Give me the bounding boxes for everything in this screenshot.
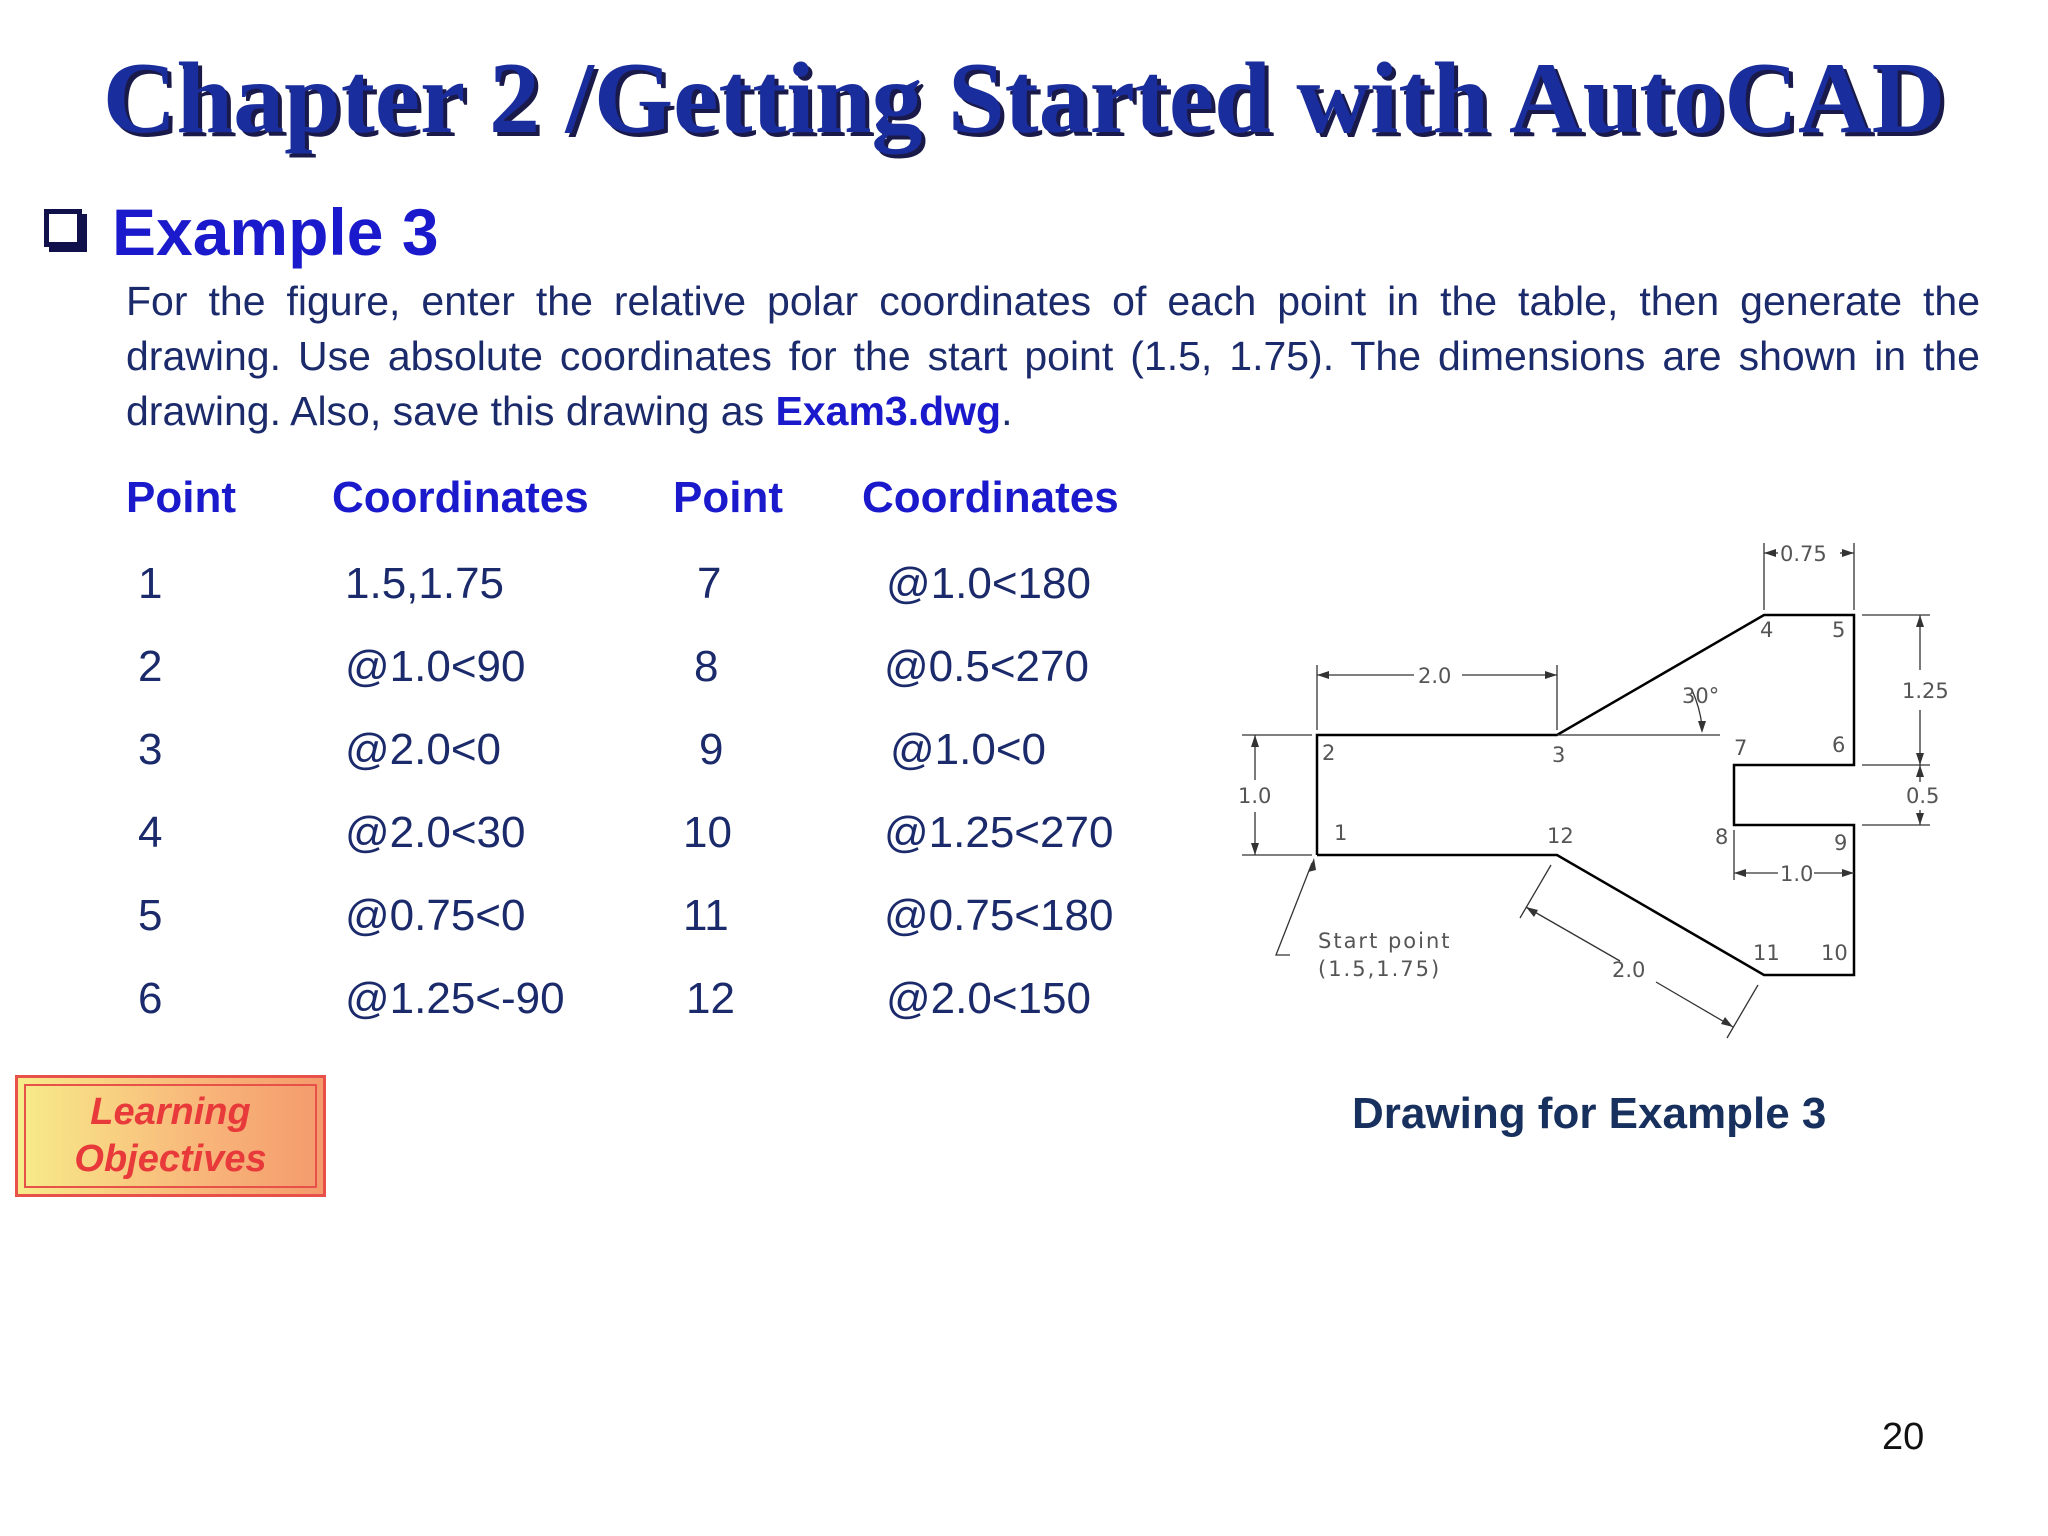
- dim-label-0-5: 0.5: [1906, 784, 1940, 808]
- table-cell-coordinate: @2.0<30: [345, 808, 526, 857]
- table-cell-point: 10: [683, 808, 732, 857]
- table-cell-coordinate: @1.0<0: [890, 725, 1046, 774]
- instructions-paragraph: [126, 274, 1980, 439]
- instructions-end: .: [1001, 388, 1013, 434]
- dim-label-1-25: 1.25: [1902, 679, 1949, 703]
- page-number: 20: [1882, 1416, 1925, 1458]
- dim-label-1-0-inner: 1.0: [1780, 862, 1814, 886]
- table-cell-coordinate: @1.0<90: [345, 642, 526, 691]
- table-cell-coordinate: @2.0<0: [345, 725, 501, 774]
- cad-drawing: [1230, 530, 1950, 1050]
- point-label-7: 7: [1734, 736, 1748, 760]
- point-label-4: 4: [1760, 618, 1774, 642]
- table-cell-coordinate: @0.5<270: [884, 642, 1089, 691]
- table-cell-point: 12: [686, 974, 735, 1023]
- dim-label-1-0-left: 1.0: [1238, 784, 1272, 808]
- learning-objectives-button[interactable]: [15, 1075, 326, 1197]
- header-point-right: Point: [673, 473, 783, 522]
- dim-label-0-75-top: 0.75: [1780, 542, 1827, 566]
- leader-arrowhead: [1308, 858, 1316, 872]
- point-label-9: 9: [1834, 831, 1848, 855]
- example-heading: [44, 192, 439, 272]
- table-cell-point: 2: [138, 642, 163, 691]
- start-point-label: Start point: [1318, 929, 1452, 953]
- header-coordinates-right: Coordinates: [862, 473, 1119, 522]
- table-cell-point: 6: [138, 974, 163, 1023]
- dim-label-2-0-top: 2.0: [1418, 664, 1452, 688]
- drawing-filename: Exam3.dwg: [775, 388, 1002, 434]
- table-cell-point: 7: [697, 559, 722, 608]
- point-label-12: 12: [1547, 824, 1574, 848]
- start-point-leader: [1276, 863, 1312, 955]
- table-cell-point: 11: [683, 891, 729, 940]
- checkbox-bullet-icon: [44, 209, 82, 247]
- point-label-3: 3: [1552, 743, 1566, 767]
- example-heading-text: Example 3: [112, 195, 439, 269]
- drawing-caption: Drawing for Example 3: [1352, 1089, 1827, 1138]
- point-label-2: 2: [1322, 741, 1336, 765]
- table-cell-point: 3: [138, 725, 163, 774]
- table-cell-coordinate: @0.75<180: [884, 891, 1114, 940]
- point-label-1: 1: [1334, 821, 1348, 845]
- table-cell-point: 4: [138, 808, 163, 857]
- table-cell-coordinate: @1.0<180: [886, 559, 1091, 608]
- dim-label-30-degrees: 30°: [1682, 684, 1720, 708]
- point-label-11: 11: [1753, 941, 1780, 965]
- table-cell-point: 1: [138, 559, 163, 608]
- table-cell-coordinate: @1.25<270: [884, 808, 1114, 857]
- learning-objectives-line1: Learning: [90, 1091, 251, 1133]
- start-point-coords: (1.5,1.75): [1318, 957, 1442, 981]
- table-cell-coordinate: @0.75<0: [345, 891, 526, 940]
- header-coordinates-left: Coordinates: [332, 473, 589, 522]
- slide-title: Chapter 2 /Getting Started with AutoCAD: [102, 42, 1946, 155]
- dim-label-2-0-diagonal: 2.0: [1612, 958, 1646, 982]
- instructions-text: For the figure, enter the relative polar coordinates of each point in the table, then generate the drawing. Use absolute coordinates for the start point (1.5, 1.75). The dimensions are shown in the drawing. Also, save this drawing as: [126, 278, 1980, 434]
- table-cell-coordinate: 1.5,1.75: [345, 559, 505, 608]
- point-label-10: 10: [1821, 941, 1848, 965]
- point-label-6: 6: [1832, 733, 1846, 757]
- learning-objectives-line2: Objectives: [74, 1138, 267, 1180]
- table-cell-coordinate: @2.0<150: [886, 974, 1091, 1023]
- header-point-left: Point: [126, 473, 236, 522]
- table-cell-coordinate: @1.25<-90: [345, 974, 565, 1023]
- table-cell-point: 5: [138, 891, 163, 940]
- point-label-8: 8: [1715, 825, 1729, 849]
- table-cell-point: 9: [699, 725, 724, 774]
- shape-outline: [1317, 615, 1854, 975]
- point-label-5: 5: [1832, 618, 1846, 642]
- table-cell-point: 8: [694, 642, 719, 691]
